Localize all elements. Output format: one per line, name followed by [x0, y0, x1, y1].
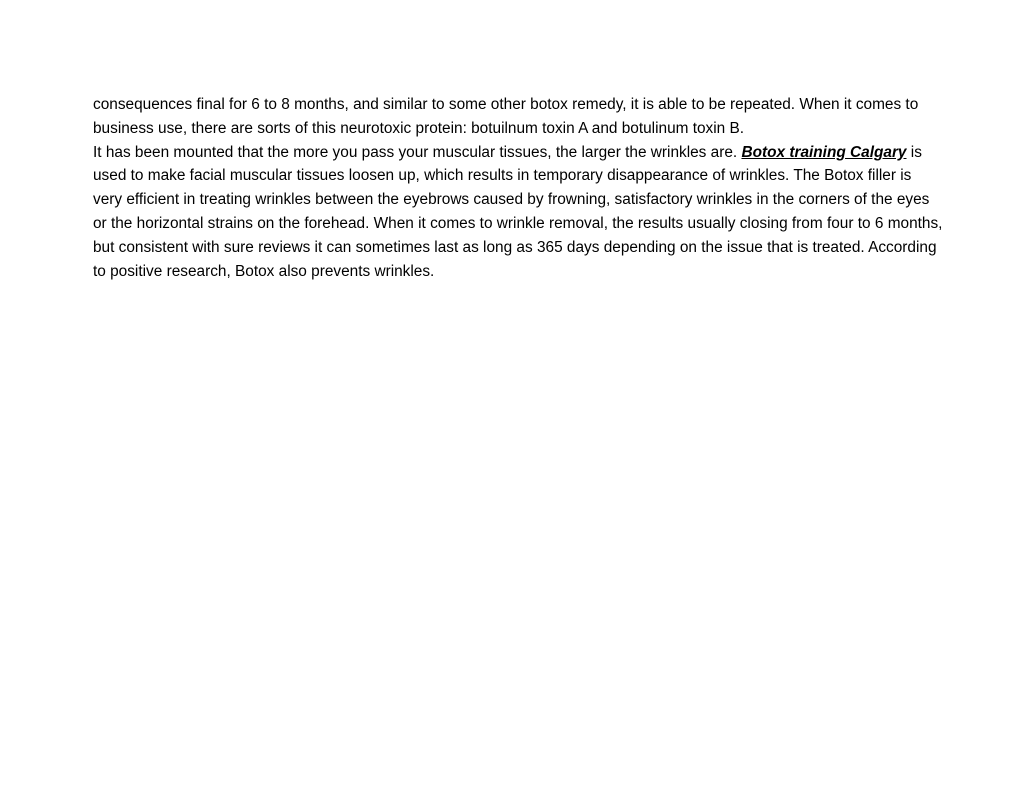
- paragraph-2: [93, 141, 943, 284]
- paragraph-2-lead-text: It has been mounted that the more you pass your muscular tissues, the larger the wrinkles are.: [93, 143, 742, 161]
- paragraph-1: consequences final for 6 to 8 months, and similar to some other botox remedy, it is able to be repeated. When it comes to business use, there are sorts of this neurotoxic protein: botuilnum toxin A and botulinum toxin B.: [93, 96, 919, 137]
- document-body: [93, 93, 943, 283]
- botox-training-calgary-link[interactable]: Botox training Calgary: [741, 143, 907, 161]
- paragraph-2-trailing-text: is used to make facial muscular tissues loosen up, which results in temporary disappearance of wrinkles. The Botox filler is very efficient in treating wrinkles between the eyebrows caused by frowning, satisfactory wrinkles in the corners of the eyes or the horizontal strains on the forehead. When it comes to wrinkle removal, the results usually closing from four to 6 months, but consistent with sure reviews it can sometimes last as long as 365 days depending on the issue that is treated. According to positive research, Botox also prevents wrinkles.: [93, 143, 943, 280]
